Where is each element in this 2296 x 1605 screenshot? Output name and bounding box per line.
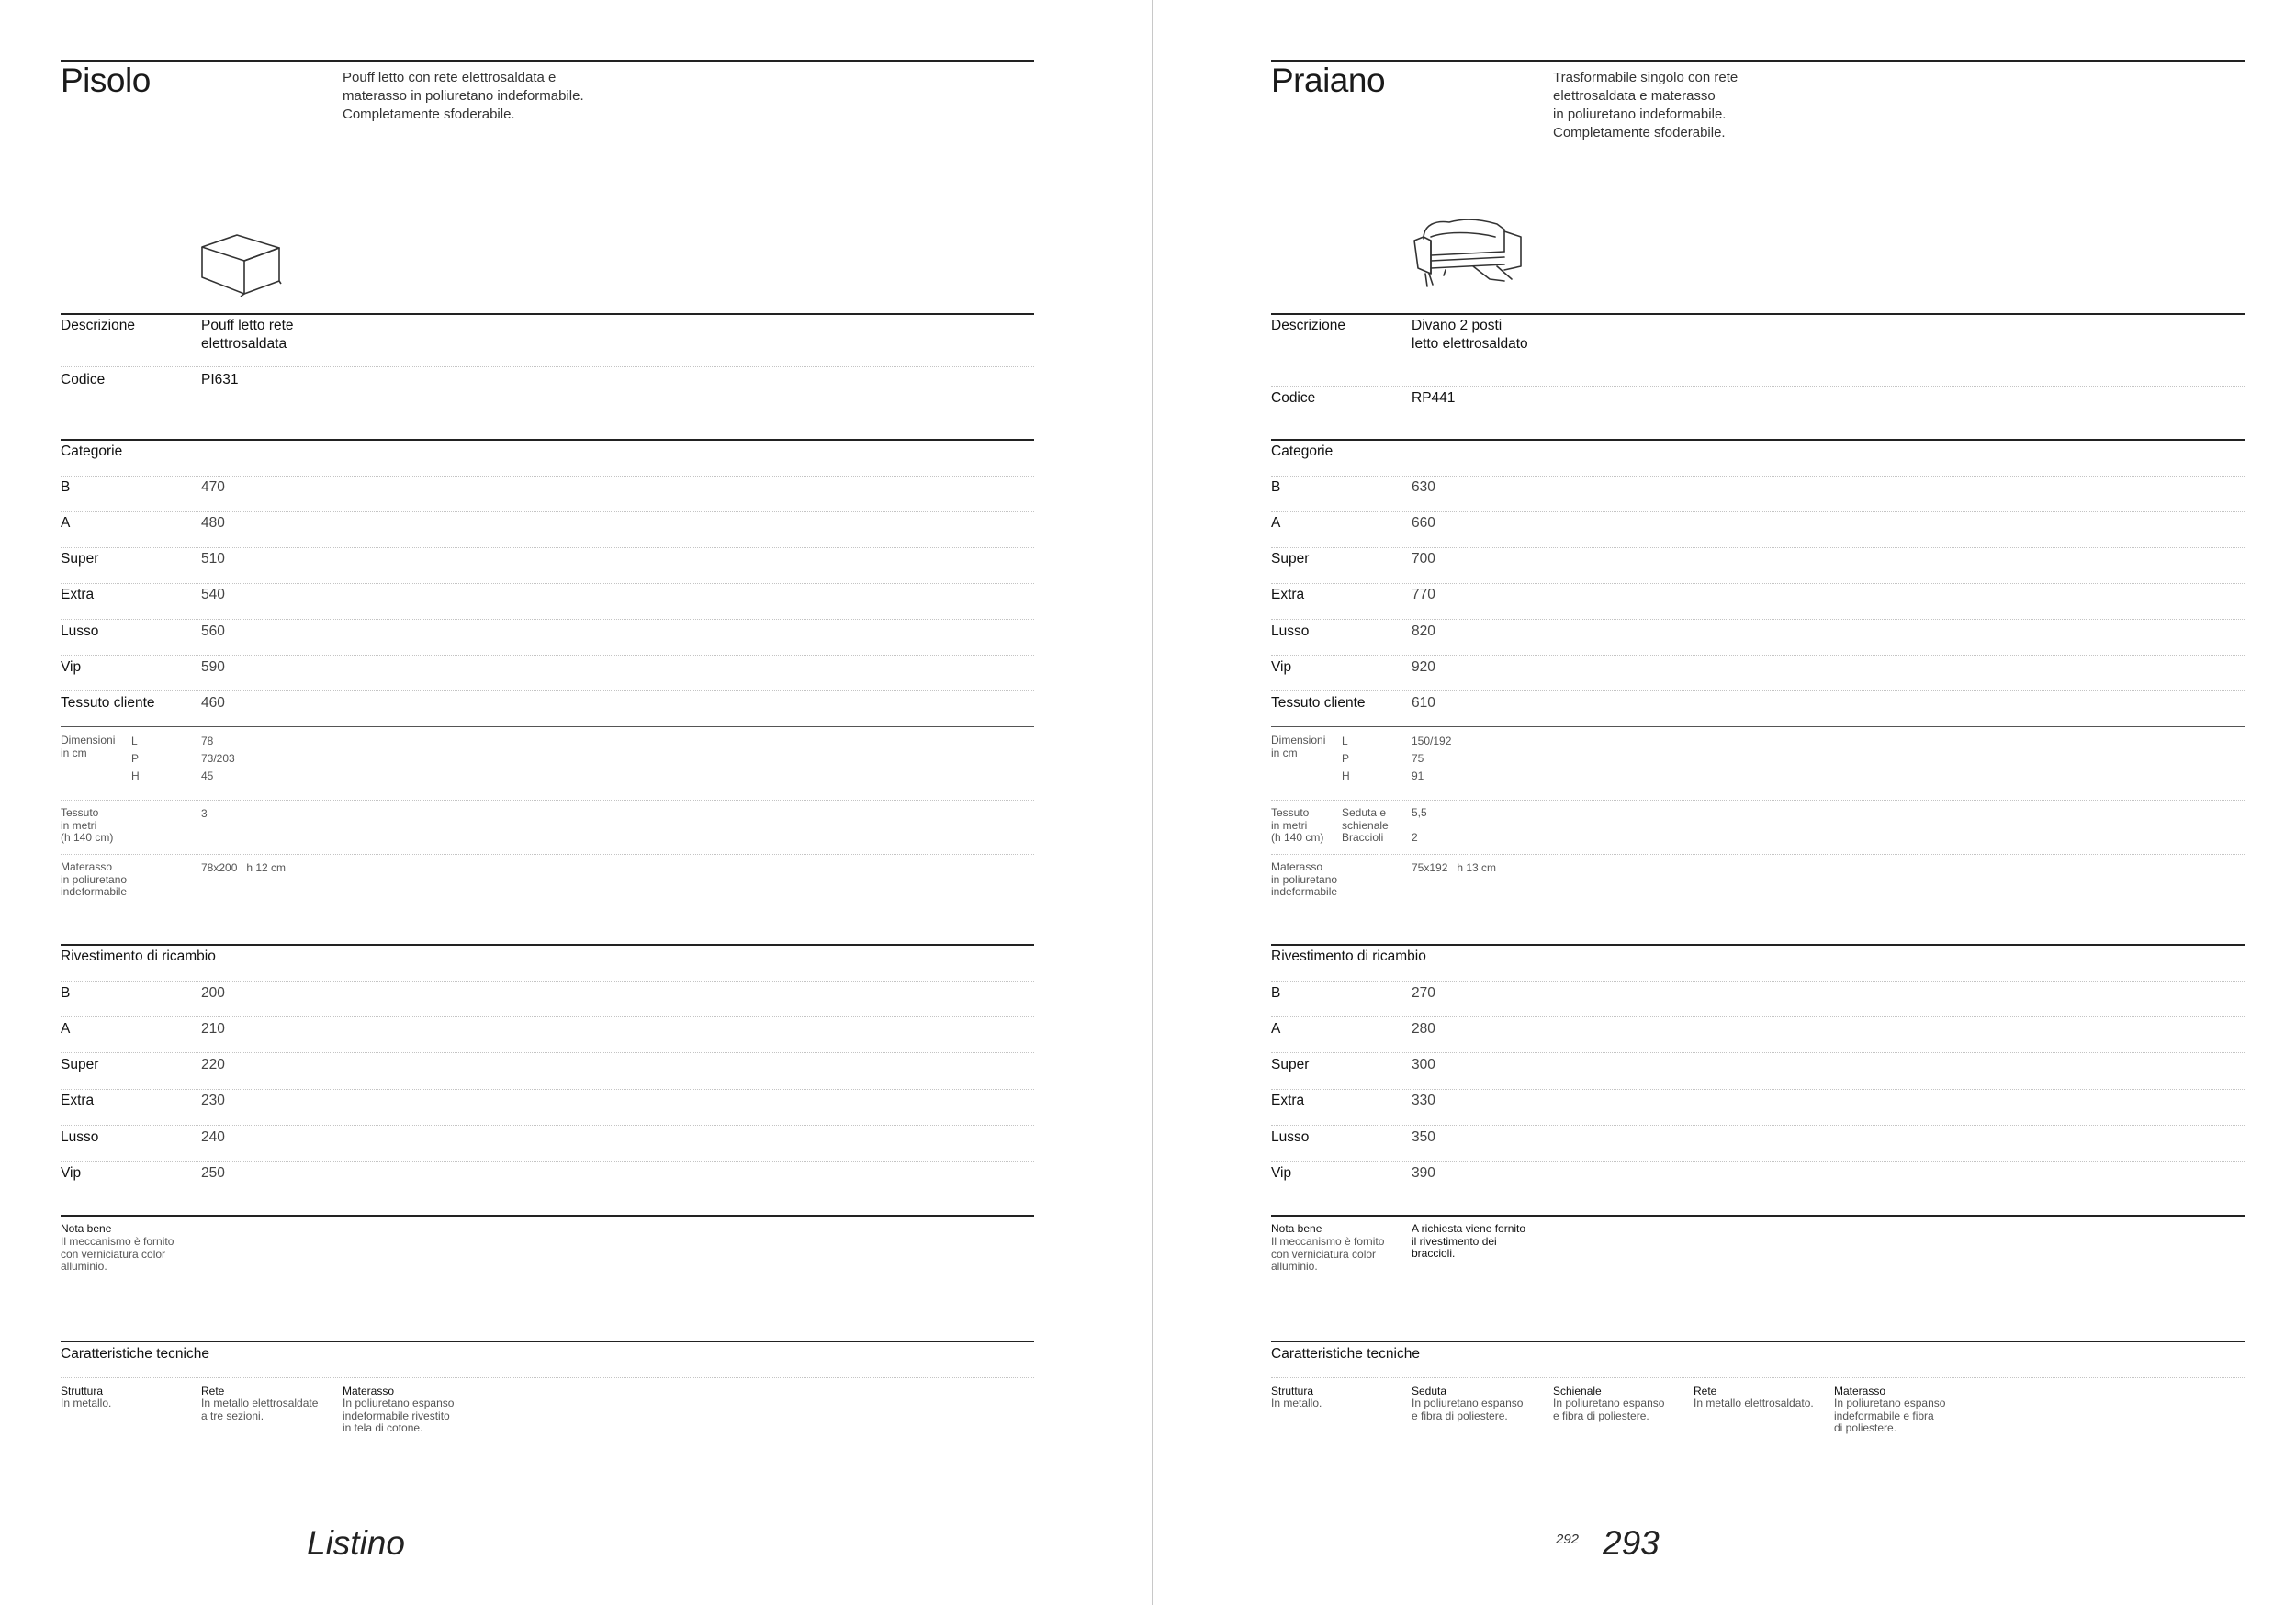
- cover-category-label: B: [1271, 985, 1281, 1001]
- cover-price: 220: [201, 1057, 225, 1072]
- rivestimento-title: Rivestimento di ricambio: [1271, 948, 1426, 964]
- product-title: Praiano: [1271, 62, 1386, 99]
- category-price: 660: [1412, 515, 1435, 531]
- category-label: Lusso: [61, 623, 99, 639]
- materasso-value: 75x192 h 13 cm: [1412, 861, 1497, 874]
- category-price: 610: [1412, 695, 1435, 711]
- cover-price: 330: [1412, 1093, 1435, 1108]
- dimensioni-label: Dimensioni in cm: [1271, 734, 1326, 759]
- codice-value: RP441: [1412, 390, 1456, 406]
- category-price: 630: [1412, 479, 1435, 495]
- tech-label: Rete: [201, 1385, 225, 1397]
- left-page: [61, 0, 1034, 1602]
- materasso-label: Materasso in poliuretano indeformabile: [1271, 860, 1338, 898]
- category-price: 510: [201, 551, 225, 567]
- category-label: Extra: [61, 587, 95, 602]
- cover-price: 390: [1412, 1165, 1435, 1181]
- top-rule: [61, 60, 1034, 62]
- category-price: 540: [201, 587, 225, 602]
- cover-category-label: B: [61, 985, 71, 1001]
- category-label: A: [1271, 515, 1281, 531]
- category-price: 480: [201, 515, 225, 531]
- nota-title: Nota bene: [1271, 1222, 1322, 1235]
- top-rule: [1271, 60, 2245, 62]
- category-label: Vip: [61, 659, 82, 675]
- nota-text: Il meccanismo è fornito con verniciatura color alluminio.: [61, 1235, 174, 1273]
- category-label: Lusso: [1271, 623, 1310, 639]
- category-label: Extra: [1271, 587, 1305, 602]
- materasso-label: Materasso in poliuretano indeformabile: [61, 860, 128, 898]
- cover-category-label: Super: [61, 1057, 99, 1072]
- category-label: Super: [61, 551, 99, 567]
- sofa-bed-icon: [1409, 213, 1537, 299]
- section-rule: [1271, 313, 2245, 315]
- nota-extra: A richiesta viene fornito il rivestimento dei braccioli.: [1412, 1222, 1526, 1260]
- cover-price: 350: [1412, 1129, 1435, 1145]
- tech-label: Struttura: [1271, 1385, 1314, 1397]
- dimensioni-label: Dimensioni in cm: [61, 734, 116, 759]
- category-price: 590: [201, 659, 225, 675]
- cover-price: 240: [201, 1129, 225, 1145]
- tech-text: In metallo.: [61, 1397, 112, 1409]
- tech-label: Materasso: [343, 1385, 395, 1397]
- cover-price: 200: [201, 985, 225, 1001]
- tech-text: In poliuretano espanso e fibra di poliestere.: [1412, 1397, 1524, 1422]
- cover-price: 270: [1412, 985, 1435, 1001]
- cover-price: 250: [201, 1165, 225, 1181]
- cover-category-label: A: [1271, 1021, 1281, 1037]
- product-intro: Trasformabile singolo con rete elettrosaldata e materasso in poliuretano indeformabile. Completamente sfoderabile.: [1553, 70, 1739, 140]
- categorie-title: Categorie: [1271, 443, 1334, 459]
- footer-listino: Listino: [307, 1524, 405, 1562]
- caratteristiche-title: Caratteristiche tecniche: [1271, 1346, 1420, 1362]
- category-label: Tessuto cliente: [61, 695, 155, 711]
- codice-label: Codice: [61, 372, 106, 387]
- tech-text: In metallo.: [1271, 1397, 1322, 1409]
- tech-label: Seduta: [1412, 1385, 1447, 1397]
- pouf-bed-icon: [198, 230, 290, 299]
- descrizione-value: Pouff letto rete elettrosaldata: [201, 318, 294, 352]
- tessuto-value: 3: [201, 807, 208, 820]
- cover-category-label: Extra: [61, 1093, 95, 1108]
- dimension-values: 150/192 75 91: [1412, 735, 1452, 782]
- cover-category-label: Super: [1271, 1057, 1310, 1072]
- category-label: A: [61, 515, 71, 531]
- tessuto-value: 5,5 2: [1412, 806, 1427, 844]
- category-label: Super: [1271, 551, 1310, 567]
- tech-text: In poliuretano espanso indeformabile e fibra di poliestere.: [1834, 1397, 1946, 1434]
- category-price: 770: [1412, 587, 1435, 602]
- product-intro: Pouff letto con rete elettrosaldata e materasso in poliuretano indeformabile. Completamente sfoderabile.: [343, 70, 584, 122]
- category-label: B: [61, 479, 71, 495]
- dimension-axes: L P H: [1342, 735, 1350, 782]
- cover-price: 300: [1412, 1057, 1435, 1072]
- rivestimento-title: Rivestimento di ricambio: [61, 948, 216, 964]
- product-title: Pisolo: [61, 62, 151, 99]
- cover-price: 280: [1412, 1021, 1435, 1037]
- nota-text: Il meccanismo è fornito con verniciatura color alluminio.: [1271, 1235, 1385, 1273]
- tessuto-label: Tessuto in metri (h 140 cm): [61, 806, 114, 844]
- category-price: 460: [201, 695, 225, 711]
- nota-title: Nota bene: [61, 1222, 112, 1235]
- cover-category-label: A: [61, 1021, 71, 1037]
- descrizione-label: Descrizione: [1271, 318, 1345, 333]
- tech-text: In poliuretano espanso e fibra di poliestere.: [1553, 1397, 1665, 1422]
- tessuto-label: Tessuto in metri (h 140 cm): [1271, 806, 1324, 844]
- category-price: 700: [1412, 551, 1435, 567]
- materasso-value: 78x200 h 12 cm: [201, 861, 287, 874]
- tech-text: In metallo elettrosaldate a tre sezioni.: [201, 1397, 319, 1422]
- codice-value: PI631: [201, 372, 239, 387]
- tech-label: Schienale: [1553, 1385, 1602, 1397]
- category-price: 820: [1412, 623, 1435, 639]
- category-label: Vip: [1271, 659, 1292, 675]
- descrizione-label: Descrizione: [61, 318, 135, 333]
- tech-label: Struttura: [61, 1385, 104, 1397]
- tech-text: In metallo elettrosaldato.: [1694, 1397, 1814, 1409]
- cover-category-label: Lusso: [61, 1129, 99, 1145]
- page-spine: [1152, 0, 1153, 1605]
- cover-category-label: Lusso: [1271, 1129, 1310, 1145]
- dimension-values: 78 73/203 45: [201, 735, 235, 782]
- section-rule: [61, 313, 1034, 315]
- cover-category-label: Vip: [1271, 1165, 1292, 1181]
- category-price: 920: [1412, 659, 1435, 675]
- cover-category-label: Vip: [61, 1165, 82, 1181]
- caratteristiche-title: Caratteristiche tecniche: [61, 1346, 209, 1362]
- descrizione-value: Divano 2 posti letto elettrosaldato: [1412, 318, 1528, 352]
- codice-label: Codice: [1271, 390, 1316, 406]
- tech-label: Rete: [1694, 1385, 1717, 1397]
- category-price: 470: [201, 479, 225, 495]
- page-number-right: 293: [1603, 1524, 1660, 1562]
- tessuto-parts: Seduta e schienale Braccioli: [1342, 806, 1389, 844]
- cover-price: 210: [201, 1021, 225, 1037]
- tech-label: Materasso: [1834, 1385, 1886, 1397]
- categorie-title: Categorie: [61, 443, 123, 459]
- cover-price: 230: [201, 1093, 225, 1108]
- category-label: B: [1271, 479, 1281, 495]
- category-price: 560: [201, 623, 225, 639]
- page-number-left: 292: [1556, 1532, 1580, 1547]
- category-label: Tessuto cliente: [1271, 695, 1366, 711]
- tech-text: In poliuretano espanso indeformabile rivestito in tela di cotone.: [343, 1397, 455, 1434]
- cover-category-label: Extra: [1271, 1093, 1305, 1108]
- dimension-axes: L P H: [131, 735, 140, 782]
- right-page: [1271, 0, 2245, 1602]
